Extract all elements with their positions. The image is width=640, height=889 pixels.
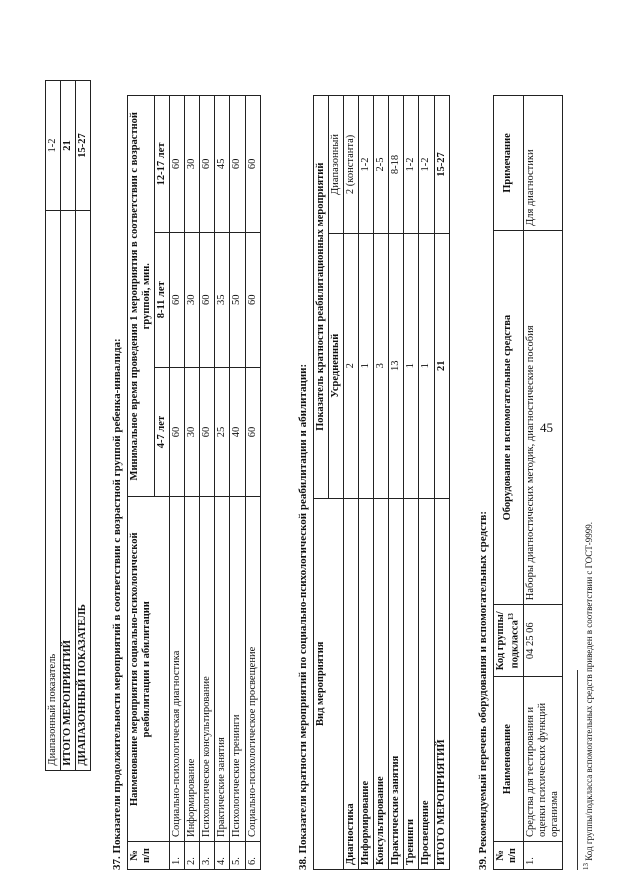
row-num: 5. bbox=[230, 842, 245, 870]
row-value: 30 bbox=[185, 232, 200, 367]
summary-value: 1-2 bbox=[46, 81, 61, 211]
footnote-marker: 13 bbox=[582, 863, 590, 870]
summary-value: 21 bbox=[61, 81, 76, 211]
row-name: Информирование bbox=[359, 498, 374, 869]
row-avg: 1 bbox=[419, 233, 434, 498]
table-header-row bbox=[494, 96, 524, 870]
row-num: 2. bbox=[185, 842, 200, 870]
col-code-label: Код группы/ подкласса bbox=[495, 611, 521, 671]
row-value: 60 bbox=[200, 232, 215, 367]
col-avg-header: Усредненный bbox=[329, 233, 344, 498]
age-header: 8-11 лет bbox=[155, 232, 170, 367]
rotated-page-content bbox=[45, 90, 605, 870]
row-value: 60 bbox=[200, 96, 215, 233]
row-range: 2 (константа) bbox=[344, 96, 359, 234]
row-range: 1-2 bbox=[419, 96, 434, 234]
table-row bbox=[523, 96, 562, 870]
row-name: Социально-психологическая диагностика bbox=[170, 497, 185, 842]
row-value: 60 bbox=[170, 367, 185, 497]
footnote-divider bbox=[577, 670, 578, 870]
row-num: 6. bbox=[245, 842, 260, 870]
col-code-header bbox=[494, 605, 524, 677]
row-name: Информирование bbox=[185, 497, 200, 842]
row-value: 30 bbox=[185, 96, 200, 233]
table-header-row bbox=[314, 96, 329, 870]
row-equip: Наборы диагностических методик, диагностические пособия bbox=[523, 230, 562, 604]
page-number: 45 bbox=[540, 420, 553, 435]
row-value: 60 bbox=[245, 232, 260, 367]
table-row bbox=[185, 96, 200, 870]
table-row bbox=[61, 81, 76, 871]
table-row bbox=[359, 96, 374, 870]
row-value: 60 bbox=[200, 367, 215, 497]
row-range: 1-2 bbox=[359, 96, 374, 234]
summary-label: ДИАПАЗОННЫЙ ПОКАЗАТЕЛЬ bbox=[76, 210, 91, 770]
row-avg: 1 bbox=[404, 233, 419, 498]
col-range-header: Диапазонный bbox=[329, 96, 344, 234]
footnote bbox=[582, 522, 594, 870]
table-row bbox=[389, 96, 404, 870]
row-value: 60 bbox=[245, 96, 260, 233]
row-name: Средства для тестирования и оценки психических функций организма bbox=[523, 677, 562, 842]
row-value: 35 bbox=[215, 232, 230, 367]
col-time-header: Минимальное время проведения 1 мероприятия в соответствии с возрастной группой, мин. bbox=[128, 96, 155, 497]
section-39-heading: 39. Рекомендуемый перечень оборудования и вспомогательных средств: bbox=[477, 511, 489, 870]
col-name-header: Наименование мероприятия социально-психологической реабилитации и абилитации bbox=[128, 497, 170, 842]
row-name: ИТОГО МЕРОПРИЯТИЙ bbox=[434, 498, 449, 869]
table-row bbox=[76, 81, 91, 871]
table-header-row bbox=[128, 96, 155, 870]
row-range: 15-27 bbox=[434, 96, 449, 234]
summary-label: Диапазонный показатель bbox=[46, 210, 61, 770]
row-num: 1. bbox=[523, 842, 562, 870]
row-value: 50 bbox=[230, 232, 245, 367]
row-value: 45 bbox=[215, 96, 230, 233]
table-row bbox=[434, 96, 449, 870]
row-name: Тренинги bbox=[404, 498, 419, 869]
table-row bbox=[46, 81, 61, 871]
row-name: Практические занятия bbox=[389, 498, 404, 869]
summary-value: 15-27 bbox=[76, 81, 91, 211]
col-num-header: № п/п bbox=[494, 842, 524, 870]
row-name: Просвещение bbox=[419, 498, 434, 869]
table-row bbox=[404, 96, 419, 870]
row-code: 04 25 06 bbox=[523, 605, 562, 677]
row-name: Практические занятия bbox=[215, 497, 230, 842]
row-value: 25 bbox=[215, 367, 230, 497]
row-range: 8-18 bbox=[389, 96, 404, 234]
table-row bbox=[215, 96, 230, 870]
row-num: 4. bbox=[215, 842, 230, 870]
row-avg: 2 bbox=[344, 233, 359, 498]
table-row bbox=[344, 96, 359, 870]
table-row bbox=[374, 96, 389, 870]
row-value: 30 bbox=[185, 367, 200, 497]
age-header: 4-7 лет bbox=[155, 367, 170, 497]
duration-table bbox=[127, 95, 261, 870]
row-range: 2-5 bbox=[374, 96, 389, 234]
row-range: 1-2 bbox=[404, 96, 419, 234]
row-name: Психологическое консультирование bbox=[200, 497, 215, 842]
table-row bbox=[245, 96, 260, 870]
row-name: Диагностика bbox=[344, 498, 359, 869]
col-num-header: № п/п bbox=[128, 842, 170, 870]
col-kind-header: Вид мероприятия bbox=[314, 498, 344, 869]
row-note: Для диагностики bbox=[523, 96, 562, 231]
table-row bbox=[419, 96, 434, 870]
col-mult-header: Показатель кратности реабилитационных мероприятий bbox=[314, 96, 329, 499]
table-row bbox=[200, 96, 215, 870]
section-37-heading: 37. Показатели продолжительности мероприятий в соответствии с возрастной группой ребенка-инвалида: bbox=[111, 338, 123, 870]
row-value: 60 bbox=[230, 96, 245, 233]
row-name: Консультирование bbox=[374, 498, 389, 869]
row-avg: 3 bbox=[374, 233, 389, 498]
row-value: 40 bbox=[230, 367, 245, 497]
col-equip-header: Оборудование и вспомогательные средства bbox=[494, 230, 524, 604]
section-38-heading: 38. Показатели кратности мероприятий по социально-психологической реабилитации и абилитации: bbox=[297, 363, 309, 870]
equipment-table bbox=[493, 95, 563, 870]
footnote-ref: 13 bbox=[507, 613, 516, 621]
footnote-text: Код группы/подкласса вспомогательных средств приведен в соответствии с ГОСТ-9999. bbox=[584, 522, 594, 861]
age-header: 12-17 лет bbox=[155, 96, 170, 233]
row-avg: 13 bbox=[389, 233, 404, 498]
row-value: 60 bbox=[170, 96, 185, 233]
row-name: Психологические тренинги bbox=[230, 497, 245, 842]
row-avg: 21 bbox=[434, 233, 449, 498]
table-row bbox=[230, 96, 245, 870]
summary-label: ИТОГО МЕРОПРИЯТИЙ bbox=[61, 210, 76, 770]
row-name: Социально-психологическое просвещение bbox=[245, 497, 260, 842]
col-note-header: Примечание bbox=[494, 96, 524, 231]
multiplicity-table bbox=[313, 95, 450, 870]
summary-table bbox=[45, 80, 91, 870]
col-name-header: Наименование bbox=[494, 677, 524, 842]
row-value: 60 bbox=[170, 232, 185, 367]
row-avg: 1 bbox=[359, 233, 374, 498]
table-row bbox=[170, 96, 185, 870]
row-value: 60 bbox=[245, 367, 260, 497]
row-num: 3. bbox=[200, 842, 215, 870]
row-num: 1. bbox=[170, 842, 185, 870]
